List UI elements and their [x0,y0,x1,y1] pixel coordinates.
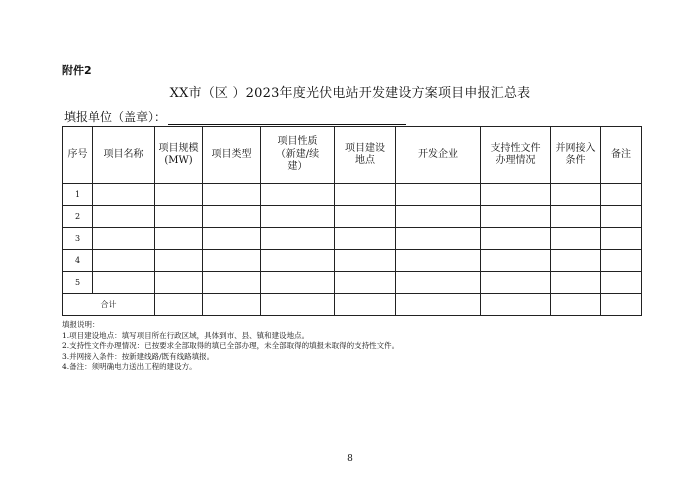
note-item: 3.并网接入条件：按新建线路/既有线路填报。 [62,351,215,361]
table-total-row [63,294,642,316]
header-cell-scale [155,127,203,184]
header-cell-grid-access [551,127,601,184]
header-cell-nature [261,127,335,184]
header-label: 开发企业 [418,148,458,160]
header-cell-project-name [93,127,155,184]
summary-table [62,126,642,316]
header-cell-location [335,127,396,184]
header-label: 并网接入条件 [555,142,596,166]
fill-instructions [62,320,399,373]
note-item: 4.备注：须明确电力送出工程的建设方。 [62,362,197,371]
table-row [63,184,642,206]
header-label: 支持性文件办理情况 [490,142,541,166]
row-number: 3 [63,228,93,250]
header-label: 项目名称 [103,148,144,160]
header-label: 项目建设地点 [345,142,385,166]
header-cell-type [203,127,261,184]
row-number: 2 [63,206,93,228]
header-cell-seq [63,127,93,184]
note-item: 2.支持性文件办理情况：已按要求全部取得的填已全部办理，未全部取得的填报未取得的支持性文件。 [62,341,400,350]
table-row [63,206,642,228]
header-cell-developer [396,127,481,184]
header-label: 项目规模(MW) [158,142,199,166]
fill-unit-label: 填报单位（盖章）： [64,110,167,124]
table-header-row [63,127,642,184]
page-number: 8 [347,454,353,464]
fill-unit-row [64,108,406,125]
document-title: XX市（区 ）2023年度光伏电站开发建设方案项目申报汇总表 [169,86,531,101]
header-label: 项目性质（新建/续建） [275,136,320,173]
total-label: 合计 [63,294,155,316]
table-row [63,250,642,272]
note-item: 1.项目建设地点：填写项目所在行政区域，具体到市、县、镇和建设地点。 [62,330,310,340]
header-label: 项目类型 [211,148,252,160]
notes-heading: 填报说明： [62,320,100,329]
header-label: 备注 [611,148,631,160]
header-label: 序号 [67,148,88,160]
header-cell-support-docs [481,127,551,184]
header-cell-remarks [601,127,642,184]
attachment-label: 附件2 [62,64,92,77]
fill-unit-blank-line [168,112,406,125]
table-row [63,228,642,250]
table-row [63,272,642,294]
row-number: 1 [63,184,93,206]
row-number: 5 [63,272,93,294]
row-number: 4 [63,250,93,272]
